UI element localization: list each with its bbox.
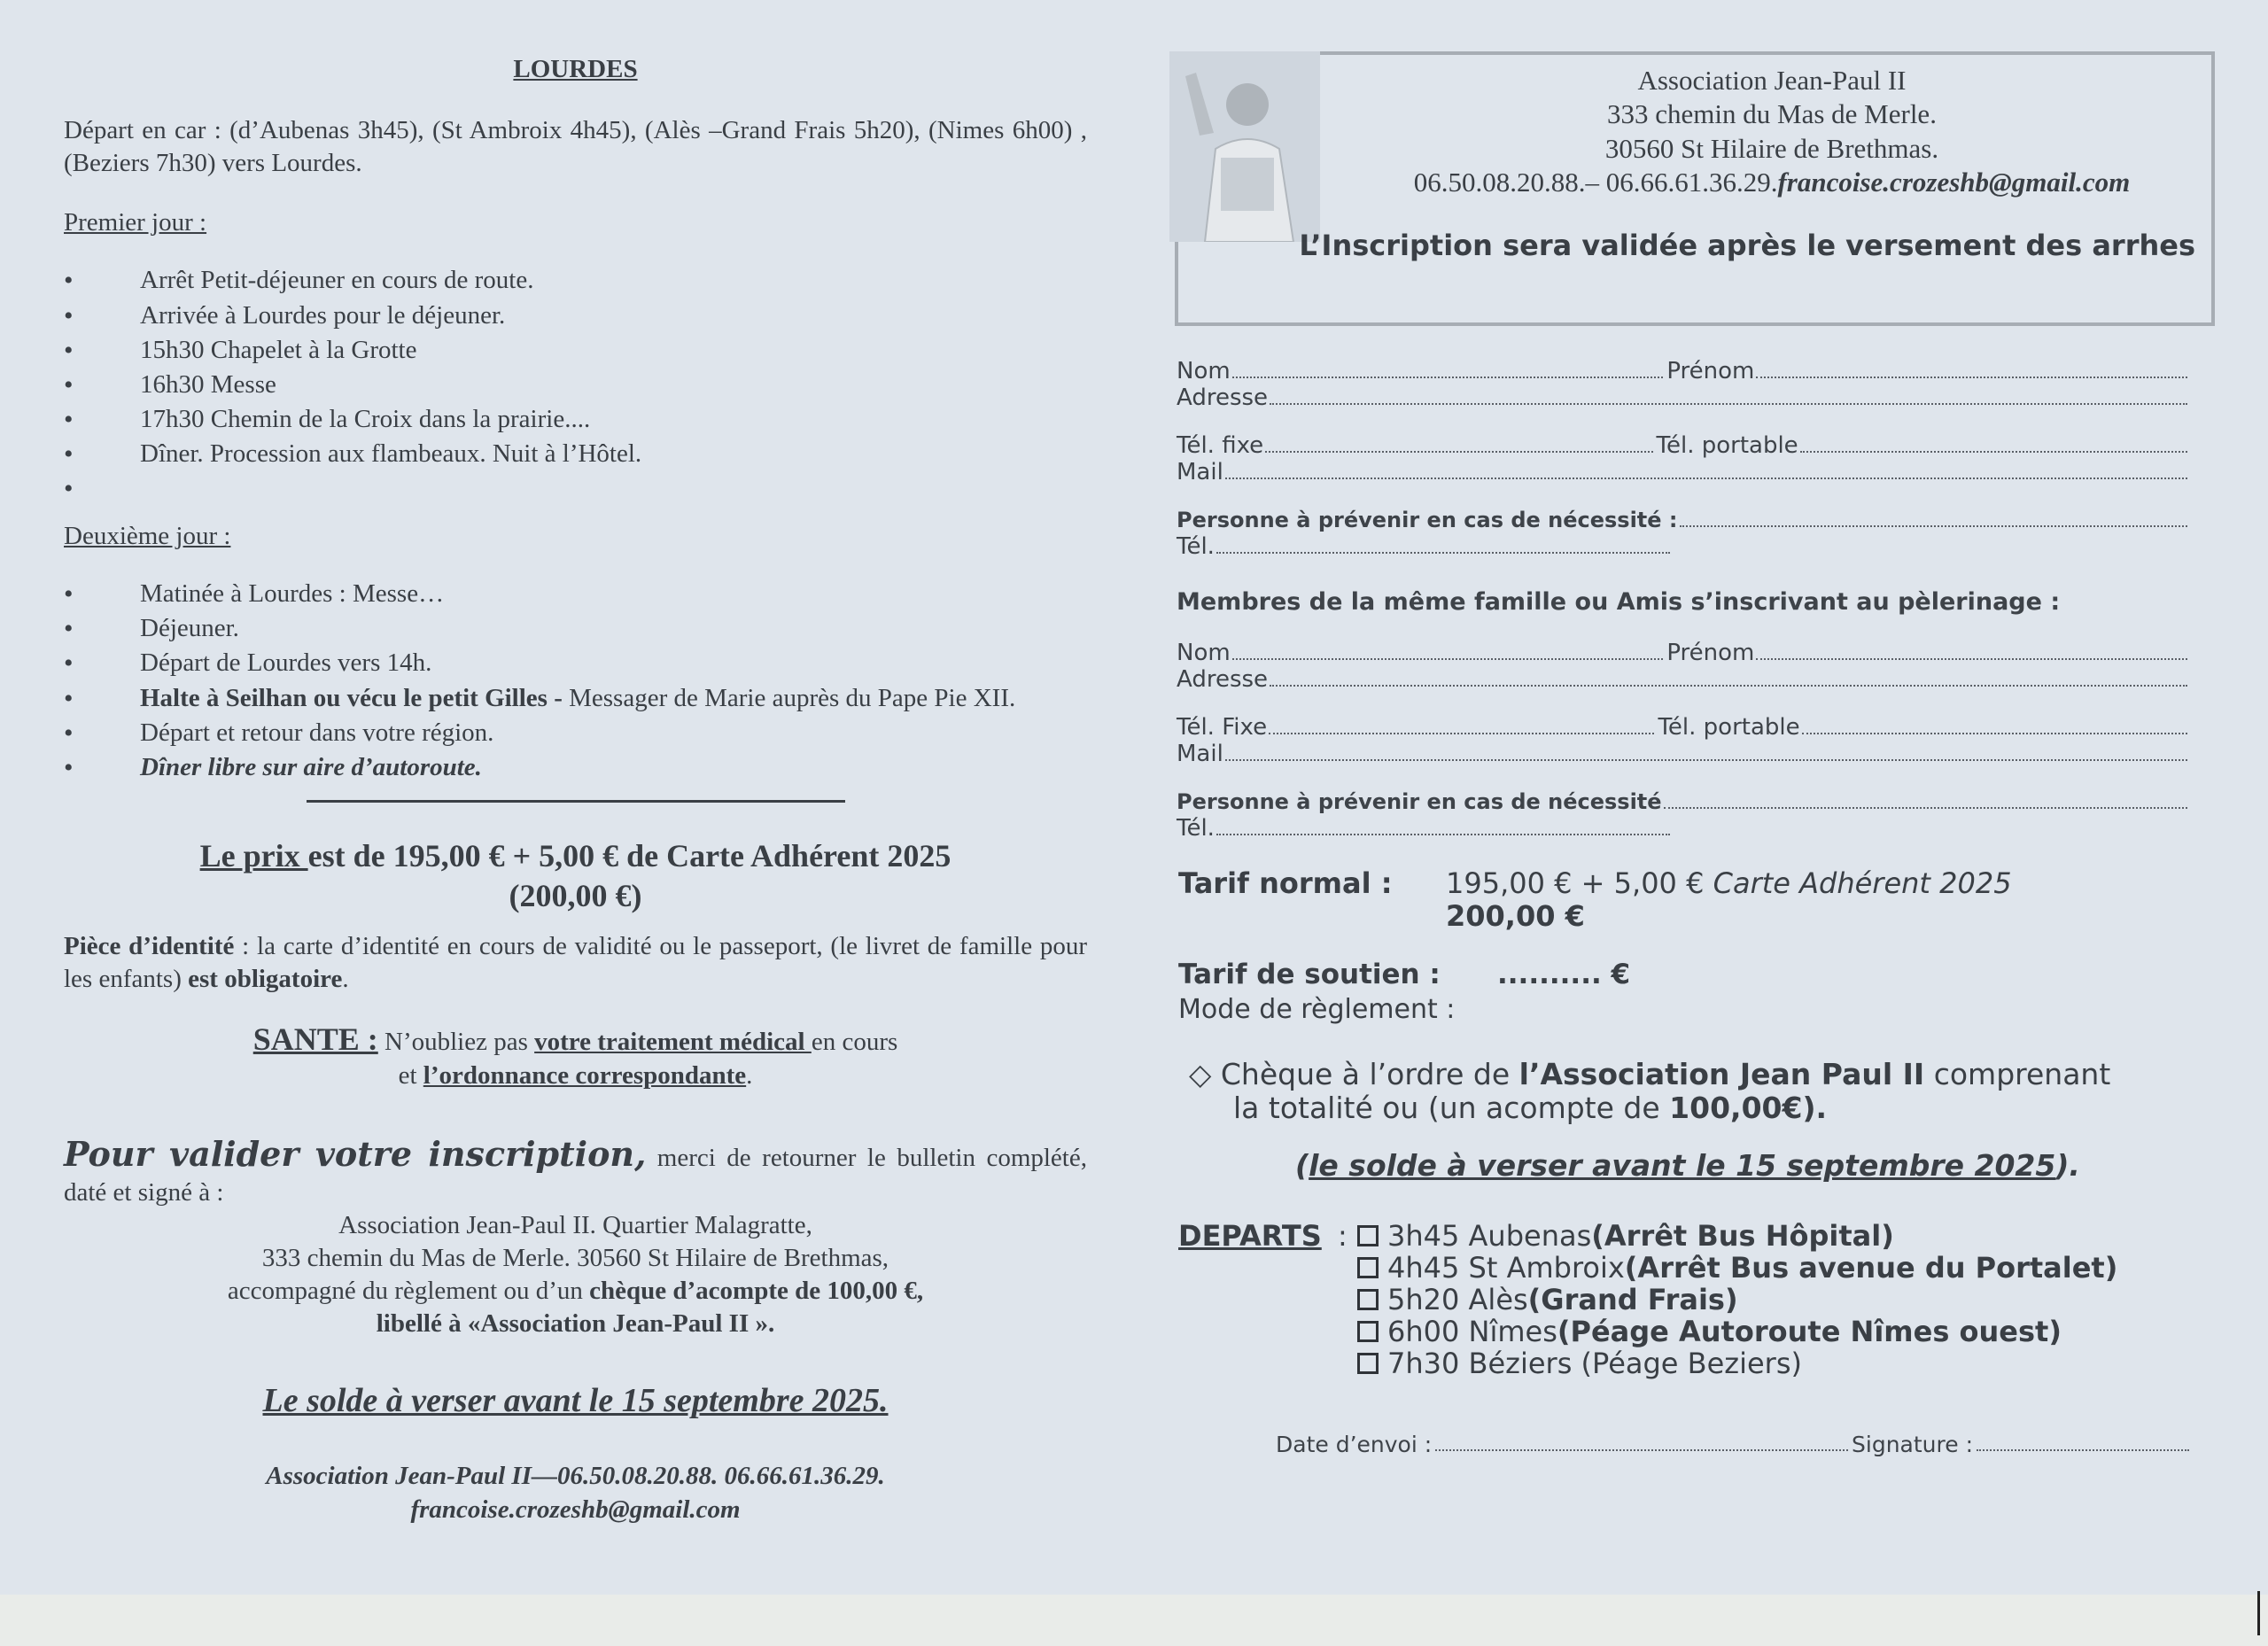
price-label: Le prix [199,837,308,873]
list-item-text: Déjeuner. [140,614,239,643]
bullet-icon: • [64,369,74,400]
prenom-field[interactable] [1756,658,2187,660]
prenom-label: Prénom [1666,640,1755,666]
emergency-tel-label: Tél. [1177,815,1215,842]
departure-option[interactable] [1357,1316,2117,1347]
row-phones-2 [1177,714,2191,741]
day2-list [64,578,1087,784]
id-end: . [342,964,349,993]
mail-field[interactable] [1225,759,2187,761]
list-item [64,717,1087,749]
health-text: en cours [811,1028,898,1057]
tel-fixe-field[interactable] [1265,451,1652,453]
price-total: (200,00 €) [509,877,642,913]
checkbox[interactable] [1357,1321,1379,1342]
departure-text: 5h20 Alès [1387,1283,1528,1316]
adresse-label: Adresse [1177,666,1269,693]
adresse-field[interactable] [1270,685,2187,687]
day2-heading: Deuxième jour : [64,522,231,551]
association-name: Association Jean-Paul II [1637,65,1907,96]
emergency-tel-field[interactable] [1216,552,1670,554]
row-mail-2 [1177,741,2191,767]
bullet-icon: • [64,752,74,782]
tel-portable-label: Tél. portable [1658,714,1800,741]
list-item [64,612,1087,645]
nom-field[interactable] [1232,377,1664,378]
address-line: Association Jean-Paul II. Quartier Malagratte, [338,1211,812,1239]
mail-label: Mail [1177,741,1223,767]
list-item [64,682,1087,715]
tel-portable-field[interactable] [1800,451,2187,453]
departure-text: 7h30 Béziers (Péage Beziers) [1387,1347,1802,1380]
scan-bottom-strip [0,1595,2268,1646]
list-item [64,472,1087,504]
departure-option[interactable] [1357,1347,2117,1379]
emergency-label: Personne à prévenir en cas de nécessité [1177,789,1662,814]
payable-to: libellé à «Association Jean-Paul II ». [376,1309,775,1339]
id-requirement [64,930,1087,996]
bullet-icon: • [64,683,74,713]
list-item-text: 15h30 Chapelet à la Grotte [140,335,417,364]
balance-deadline-right [1178,1148,2197,1183]
payment-mode-label: Mode de règlement : [1178,994,1456,1025]
association-city: 30560 St Hilaire de Brethmas. [1604,132,1939,164]
day1-heading: Premier jour : [64,208,207,237]
page-title: LOURDES [513,55,638,83]
id-label: Pièce d’identité [64,931,235,960]
tarif-carte: Carte Adhérent 2025 [1713,866,2012,900]
signature-row [1276,1432,2193,1457]
adresse-label: Adresse [1177,384,1269,411]
list-item-text: Départ et retour dans votre région. [140,718,494,747]
scan-edge-mark [2257,1591,2260,1635]
departures [1178,1220,2197,1379]
date-field[interactable] [1435,1449,1848,1451]
bullet-icon: • [64,300,74,330]
bullet-icon: • [64,404,74,434]
departure-detail: (Péage Autoroute Nîmes ouest) [1557,1315,2062,1348]
row-emergency [1177,507,2191,533]
registration-text: merci de retourner le bulletin complété, daté et signé à : [64,1144,1087,1207]
list-item-text: Arrivée à Lourdes pour le déjeuner. [140,300,506,330]
tarif-soutien-field[interactable]: .......... € [1497,959,1631,990]
health-notice [64,1019,1087,1092]
departure-detail: (Grand Frais) [1527,1283,1738,1316]
list-item [64,438,1087,470]
bullet-icon: • [64,439,74,469]
emergency-tel-label: Tél. [1177,533,1215,560]
health-text: N’oubliez pas [377,1028,535,1057]
registration-heading: Pour valider votre inscription, [64,1134,647,1175]
validation-note: L’Inscription sera validée après le versement des arrhes [1299,229,2195,262]
adresse-field[interactable] [1270,403,2187,405]
list-item-bold-text: Halte à Seilhan ou vécu le petit Gilles - [140,683,563,712]
departures-label: DEPARTS [1178,1219,1322,1253]
health-treatment: votre traitement médical [534,1028,812,1057]
cheque-text: la totalité ou (un acompte de [1233,1091,1670,1125]
day1-list [64,264,1087,504]
departure-text: 3h45 Aubenas [1387,1219,1592,1253]
list-item [64,578,1087,610]
tel-portable-label: Tél. portable [1656,432,1798,459]
tel-fixe-label: Tél. fixe [1177,432,1264,459]
bullet-icon: • [64,579,74,609]
tarif-soutien-label: Tarif de soutien : [1178,959,1441,990]
departure-detail: (Arrêt Bus avenue du Portalet) [1624,1251,2118,1285]
list-item [64,299,1087,332]
price-block [64,836,1087,916]
departures-list [1357,1220,2117,1379]
association-street: 333 chemin du Mas de Merle. [1607,98,1937,130]
row-address-2 [1177,666,2191,693]
signature-field[interactable] [1977,1449,2189,1451]
id-mandatory: est obligatoire [188,964,343,993]
emergency-field[interactable] [1664,807,2187,809]
departure-option[interactable] [1357,1220,2117,1252]
list-item-text: Messager de Marie auprès du Pape Pie XII. [562,683,1016,712]
cheque-text: comprenant [1924,1057,2111,1091]
cheque-text: ◇ Chèque à l’ordre de [1189,1057,1519,1091]
health-label: SANTE : [252,1021,378,1058]
prenom-field[interactable] [1756,377,2187,378]
list-item-text: Arrêt Petit-déjeuner en cours de route. [140,266,534,295]
id-text: : la carte d’identité en cours de validité ou le passeport, (le livret de famille pour les enfants) [64,931,1088,993]
mail-field[interactable] [1225,477,2187,479]
members-title: Membres de la même famille ou Amis s’inscrivant au pèlerinage : [1177,588,2061,616]
cheque-payee: l’Association Jean Paul II [1518,1057,1925,1091]
bullet-icon: • [64,335,74,365]
price-text: est de 195,00 € + 5,00 € de Carte Adhérent 2025 [307,837,951,873]
tel-fixe-field[interactable] [1269,733,1654,734]
list-item-text: Matinée à Lourdes : Messe… [140,579,445,609]
nom-label: Nom [1177,358,1231,384]
emergency-tel-field[interactable] [1216,834,1670,835]
signature-label: Signature : [1852,1432,1973,1457]
list-item [64,751,1087,784]
prenom-label: Prénom [1666,358,1755,384]
departure-text: Départ en car : (d’Aubenas 3h45), (St Ambroix 4h45), (Alès –Grand Frais 5h20), (Nimes 6h00) , (Beziers 7h30) vers Lourdes. [64,116,1087,178]
emergency-field[interactable] [1680,525,2187,527]
list-item [64,264,1087,297]
registration-instructions [64,1133,1087,1209]
health-text: . [746,1061,753,1091]
bullet-icon: • [64,266,74,296]
nom-field[interactable] [1232,658,1664,660]
bullet-icon: • [64,614,74,644]
divider [307,800,845,803]
row-address [1177,384,2191,411]
balance-deadline: Le solde à verser avant le 15 septembre 2025. [262,1382,889,1420]
tarif-normal [1178,866,2197,900]
pope-photo [1169,51,1320,242]
list-item [64,647,1087,679]
program-column [64,53,1087,1526]
row-name-2 [1177,640,2191,666]
bullet-icon: • [64,648,74,679]
departure-option[interactable] [1357,1284,2117,1316]
nom-label: Nom [1177,640,1231,666]
address-line: 333 chemin du Mas de Merle. 30560 St Hilaire de Brethmas, [261,1244,889,1273]
row-name [1177,358,2191,384]
tarif-normal-value [1446,866,2012,900]
bullet-icon: • [64,474,74,504]
footer-email: francoise.crozeshb@gmail.com [410,1495,741,1524]
association-email: francoise.crozeshb@gmail.com [1777,167,2131,198]
registration-form [1177,358,2191,842]
list-item [64,369,1087,401]
list-item-text: 16h30 Messe [140,369,276,399]
checkbox[interactable] [1357,1257,1379,1278]
row-emergency-tel [1177,533,2191,560]
departure-text: 6h00 Nîmes [1387,1315,1557,1348]
tarif-total: 200,00 € [1446,899,1585,933]
cheque-deposit: 100,00€). [1669,1091,1828,1125]
list-item-text: Dîner. Procession aux flambeaux. Nuit à l’Hôtel. [140,439,642,468]
health-text: et [398,1061,423,1091]
list-item-text: Dîner libre sur aire d’autoroute. [140,752,482,781]
footer-phones: Association Jean-Paul II—06.50.08.20.88. 06.66.61.36.29. [266,1462,885,1491]
checkbox[interactable] [1357,1353,1379,1374]
bullet-icon: • [64,718,74,748]
footer-contact [64,1460,1087,1526]
list-item-text: 17h30 Chemin de la Croix dans la prairie.... [140,404,591,433]
cheque-option[interactable] [1178,1058,2197,1125]
departure-text: 4h45 St Ambroix [1387,1251,1625,1285]
balance-text: le solde à verser avant le 15 septembre 2025 [1309,1148,2056,1183]
association-header [1329,64,2215,200]
row-emergency-tel-2 [1177,815,2191,842]
list-item [64,403,1087,436]
departure-detail: (Arrêt Bus Hôpital) [1591,1219,1894,1253]
row-mail [1177,459,2191,485]
association-phones: 06.50.08.20.88.– 06.66.61.36.29. [1413,167,1778,198]
tarif-normal-label: Tarif normal : [1178,866,1393,900]
list-item-text: Départ de Lourdes vers 14h. [140,648,432,678]
row-emergency-2 [1177,788,2191,815]
paren-close: ). [2055,1148,2080,1183]
tarif-soutien [1178,957,2197,992]
tel-portable-field[interactable] [1802,733,2187,734]
checkbox[interactable] [1357,1225,1379,1246]
pricing-section [1178,866,2197,1379]
departure-option[interactable] [1357,1252,2117,1284]
mail-label: Mail [1177,459,1223,485]
list-item [64,334,1087,367]
departures-colon: : [1338,1219,1348,1253]
date-label: Date d’envoi : [1276,1432,1433,1457]
health-prescription: l’ordonnance correspondante [423,1061,747,1091]
paren-open: ( [1295,1148,1309,1183]
return-address [64,1209,1087,1340]
address-line: accompagné du règlement ou d’un [227,1277,590,1306]
row-phones [1177,432,2191,459]
tarif-amount: 195,00 € + 5,00 € [1446,866,1713,900]
tel-fixe-label: Tél. Fixe [1177,714,1268,741]
emergency-label: Personne à prévenir en cas de nécessité : [1177,508,1678,532]
deposit-amount: chèque d’acompte de 100,00 €, [589,1277,924,1306]
checkbox[interactable] [1357,1289,1379,1310]
